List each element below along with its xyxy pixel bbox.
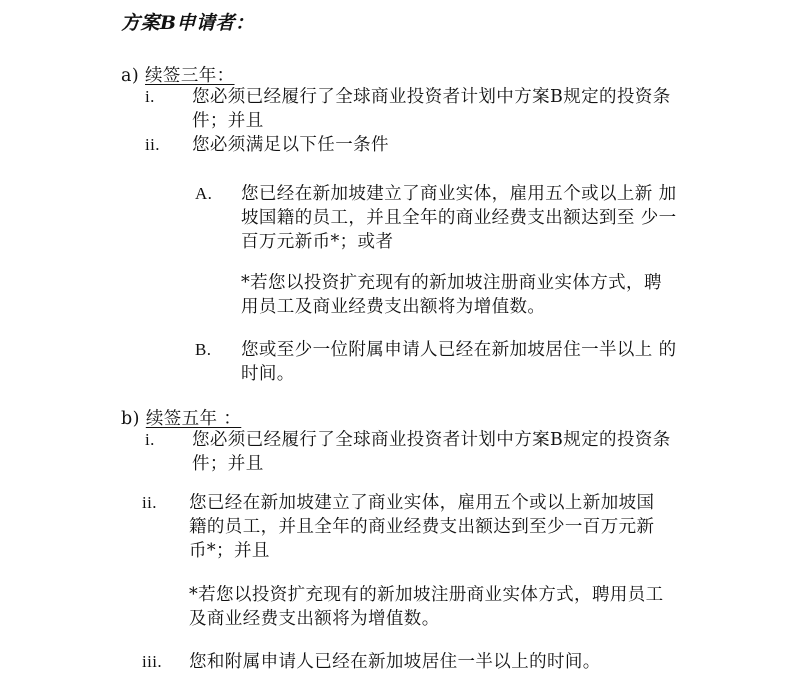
- section-b-item-ii-line-1: 您已经在新加坡建立了商业实体，雇用五个或以上新加坡国: [189, 493, 655, 513]
- section-b-item-i-line-1: 您必须已经履行了全球商业投资者计划中方案B规定的投资条: [192, 430, 671, 450]
- section-a-item-ii-line-1: 您必须满足以下任一条件: [192, 135, 389, 155]
- section-a-item-i-line-1: 您必须已经履行了全球商业投资者计划中方案B规定的投资条: [192, 87, 671, 107]
- option-a-note-line-2: 用员工及商业经费支出额将为增值数。: [241, 297, 546, 317]
- section-b-item-iii-line-1: 您和附属申请人已经在新加坡居住一半以上的时间。: [189, 652, 601, 672]
- option-a-marker: A.: [195, 184, 213, 203]
- section-b-heading-row: [121, 409, 241, 429]
- section-a-heading: 续签三年：: [145, 66, 235, 86]
- section-b-item-i-line-2: 件；并且: [192, 454, 264, 474]
- section-a-item-i-line-2: 件；并且: [192, 111, 264, 131]
- section-b-item-ii-line-2: 籍的员工，并且全年的商业经费支出额达到至少一百万元新: [189, 517, 655, 537]
- option-a-line-3: 百万元新币*；或者: [241, 232, 394, 252]
- section-a-item-ii-marker: ii.: [145, 135, 160, 154]
- section-a-item-i-marker: i.: [145, 87, 155, 106]
- section-a-heading-row: [121, 66, 235, 86]
- section-b-item-ii-marker: ii.: [142, 493, 157, 512]
- section-b-item-ii-line-3: 币*；并且: [189, 541, 270, 561]
- section-b-heading: 续签五年 ：: [145, 409, 242, 429]
- section-b-label: b): [121, 409, 140, 429]
- option-b-line-2: 时间。: [241, 364, 295, 384]
- option-b-line-1: 您或至少一位附属申请人已经在新加坡居住一半以上 的: [241, 340, 677, 360]
- option-a-line-1: 您已经在新加坡建立了商业实体，雇用五个或以上新 加: [241, 184, 677, 204]
- section-b-item-ii-note-line-2: 及商业经费支出额将为增值数。: [189, 609, 440, 629]
- section-b-item-ii-note-line-1: *若您以投资扩充现有的新加坡注册商业实体方式，聘用员工: [189, 585, 664, 605]
- document-title: 方案B申请者：: [121, 12, 255, 34]
- option-a-note-line-1: *若您以投资扩充现有的新加坡注册商业实体方式，聘: [241, 273, 662, 293]
- option-a-line-2: 坡国籍的员工，并且全年的商业经费支出额达到至 少一: [241, 208, 677, 228]
- section-b-item-iii-marker: iii.: [142, 652, 163, 671]
- option-b-marker: B.: [195, 340, 212, 359]
- section-a-label: a): [121, 66, 140, 86]
- section-b-item-i-marker: i.: [145, 430, 155, 449]
